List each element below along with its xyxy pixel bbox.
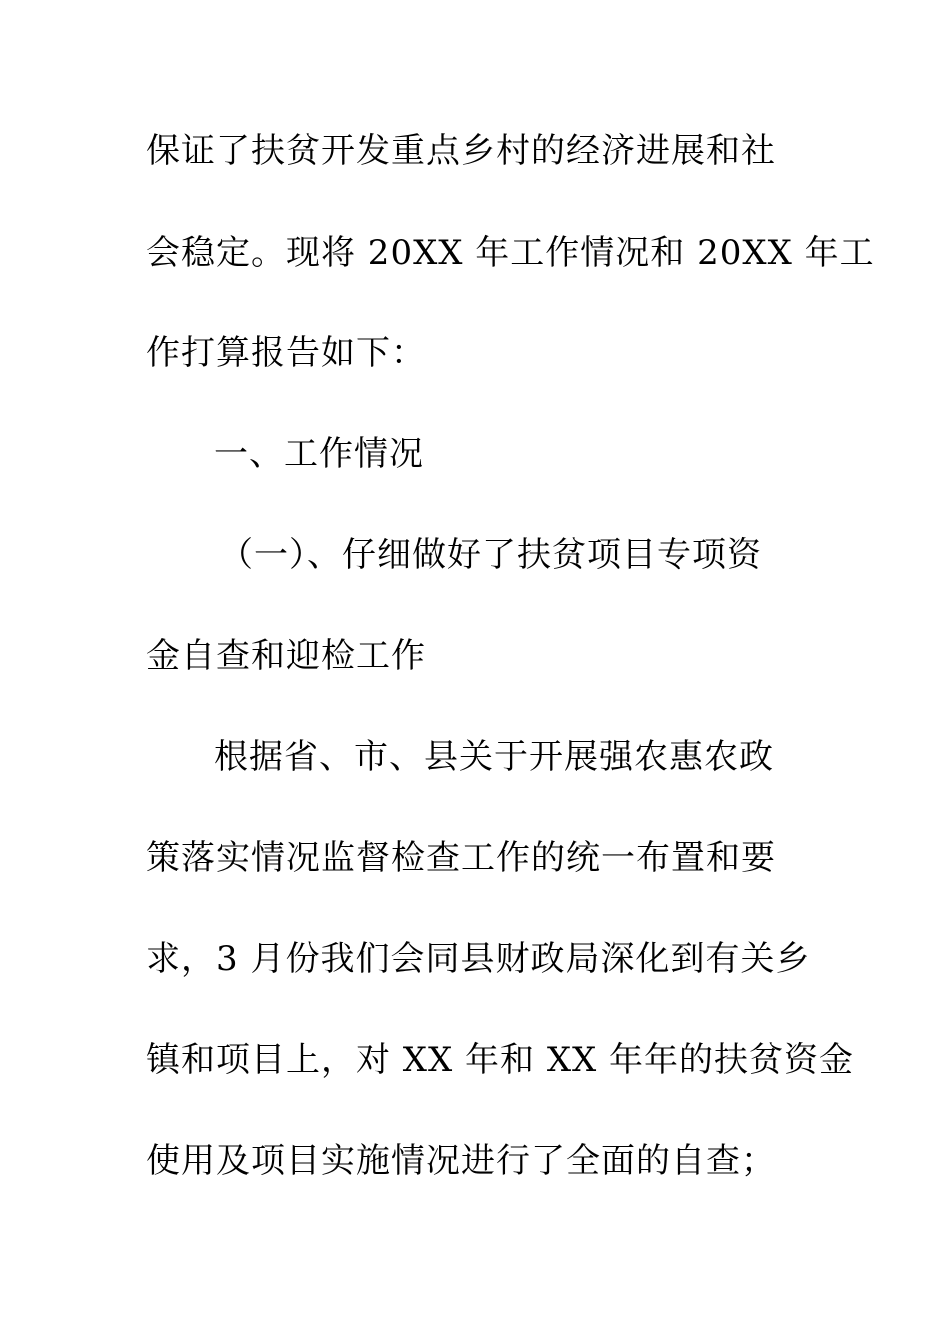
paragraph-line: 根据省、市、县关于开展强农惠农政 [214,737,774,777]
subsection-heading: （一）、仔细做好了扶贫项目专项资 [219,535,762,575]
paragraph-line: 作打算报告如下： [146,333,426,373]
paragraph-line: 镇和项目上，对 XX 年和 XX 年年的扶贫资金 [146,1040,855,1080]
paragraph-line: 会稳定。现将 20XX 年工作情况和 20XX 年工 [146,233,875,273]
paragraph-line: 保证了扶贫开发重点乡村的经济进展和社 [146,131,776,171]
paragraph-line: 策落实情况监督检查工作的统一布置和要 [146,838,776,878]
section-heading: 一、工作情况 [214,434,424,474]
paragraph-line: 使用及项目实施情况进行了全面的自查； [146,1141,776,1181]
paragraph-line: 求，3 月份我们会同县财政局深化到有关乡 [146,939,811,979]
subsection-heading-continued: 金自查和迎检工作 [146,636,426,676]
